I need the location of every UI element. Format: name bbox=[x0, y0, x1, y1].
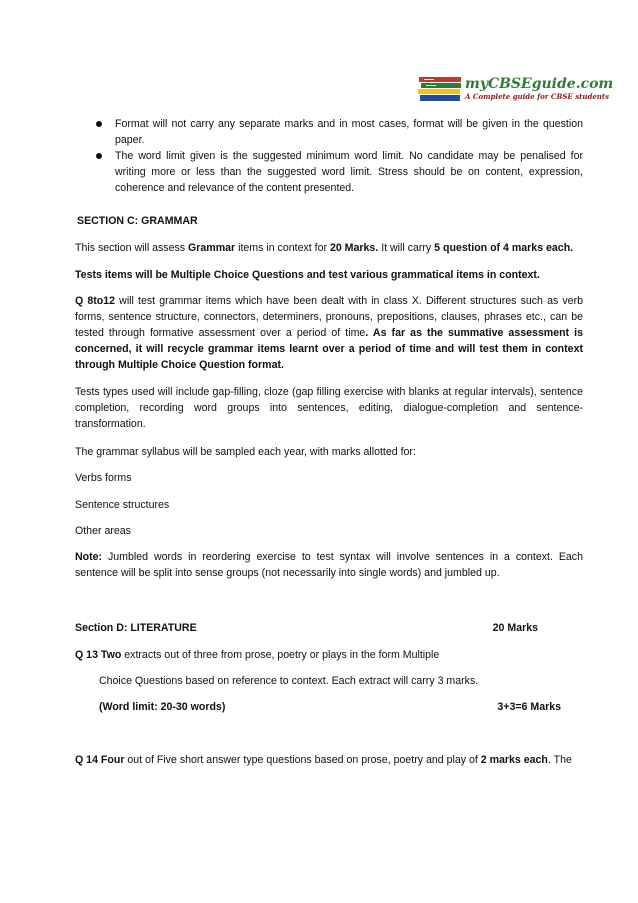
word-limit-row bbox=[99, 699, 561, 715]
logo-name: myCBSEguide.com bbox=[465, 76, 614, 92]
site-logo bbox=[418, 73, 614, 104]
word-limit: (Word limit: 20-30 words) bbox=[99, 701, 226, 713]
area-verbs-forms: Verbs forms bbox=[75, 472, 132, 484]
q8-12-paragraph: Q 8to12 will test grammar items which have been dealt with in class X. Different structures such as verb forms, sentence structure, connectors, determiners, pronouns, prepositions, clauses, phrases etc., can be tested through formative assessment over a period of time. As far as the summative assessment is concerned, it will recycle grammar items learnt over a period of time and will test them in context through Multiple Choice Question format. bbox=[75, 295, 584, 371]
q13-continuation: Choice Questions based on reference to context. Each extract will carry 3 marks. bbox=[99, 675, 479, 687]
section-d-marks: 20 Marks bbox=[492, 622, 538, 634]
tests-items-note: Tests items will be Multiple Choice Questions and test various grammatical items in context. bbox=[75, 269, 540, 281]
logo-tagline: A Complete guide for CBSE students bbox=[465, 92, 610, 101]
bullet-icon bbox=[96, 121, 102, 127]
bullet-icon bbox=[96, 153, 102, 159]
q13-line: Q 13 Two extracts out of three from prose, poetry or plays in the form Multiple bbox=[75, 649, 440, 661]
section-d-heading: Section D: LITERATURE bbox=[75, 622, 197, 634]
books-icon bbox=[418, 74, 462, 103]
list-item: The word limit given is the suggested minimum word limit. No candidate may be penalised for writing more or less than the suggested word limit. Stress should be on content, expression, coherence and relevance of the content presented. bbox=[93, 148, 583, 196]
tests-types-paragraph: Tests types used will include gap-filling, cloze (gap filling exercise with blanks at regular intervals), sentence completion, recording word groups into sentences, editing, dialogue-completion and sentence-transformation. bbox=[75, 386, 583, 430]
word-limit-marks: 3+3=6 Marks bbox=[497, 701, 561, 713]
syllabus-line: The grammar syllabus will be sampled each year, with marks allotted for: bbox=[75, 446, 416, 458]
section-c-heading: SECTION C: GRAMMAR bbox=[77, 215, 198, 227]
q14-line: Q 14 Four out of Five short answer type questions based on prose, poetry and play of 2 marks each. The bbox=[75, 754, 572, 766]
section-d-heading-row bbox=[75, 620, 538, 636]
area-other-areas: Other areas bbox=[75, 525, 131, 537]
area-sentence-structures: Sentence structures bbox=[75, 499, 170, 511]
note-paragraph: Note: Jumbled words in reordering exercise to test syntax will involve sentences in a context. Each sentence will be split into sense groups (not necessarily into single words) and jumbled up. bbox=[75, 551, 583, 579]
section-c-assess: This section will assess Grammar items in context for 20 Marks. It will carry 5 question of 4 marks each. bbox=[75, 242, 574, 254]
format-bullet-list bbox=[93, 116, 583, 196]
list-item: Format will not carry any separate marks and in most cases, format will be given in the question paper. bbox=[93, 116, 583, 148]
